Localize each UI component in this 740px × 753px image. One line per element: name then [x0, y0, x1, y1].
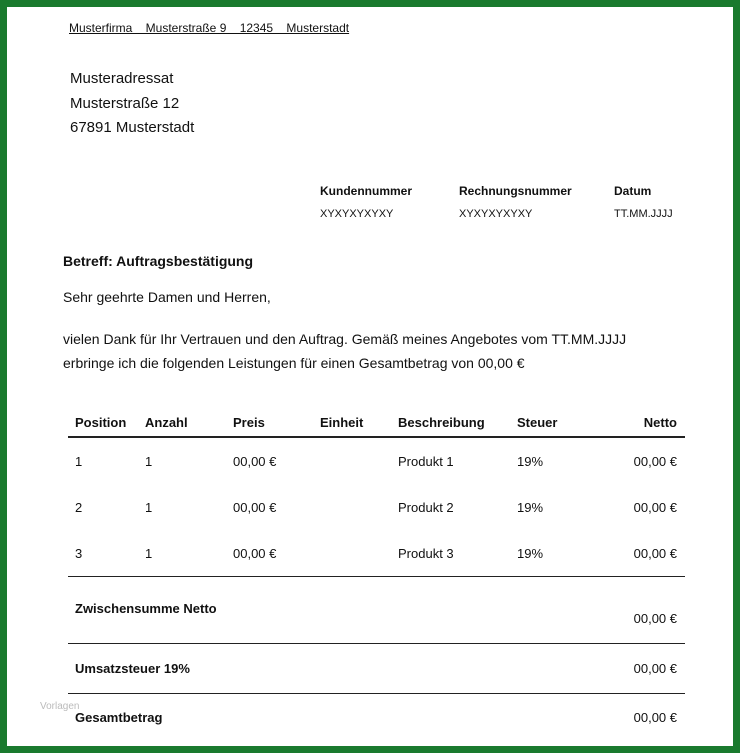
cell-price: 00,00 € [233, 454, 277, 469]
cell-price: 00,00 € [233, 546, 277, 561]
cell-quantity: 1 [145, 546, 153, 561]
document-page [7, 7, 733, 746]
cell-quantity: 1 [145, 454, 153, 469]
cell-position: 2 [75, 500, 83, 515]
total-row [68, 693, 685, 733]
date-label: Datum [614, 184, 652, 198]
header-quantity: Anzahl [145, 415, 188, 430]
recipient-address [70, 67, 194, 141]
subtotal-value: 00,00 € [633, 611, 677, 626]
subtotal-label: Zwischensumme Netto [75, 601, 217, 616]
body-text [63, 327, 703, 375]
body-line-2: erbringe ich die folgenden Leistungen für einen Gesamtbetrag von 00,00 € [63, 355, 525, 371]
date-block [614, 184, 673, 220]
cell-quantity: 1 [145, 500, 153, 515]
header-tax: Steuer [517, 415, 558, 430]
recipient-name: Musteradressat [70, 70, 174, 87]
subtotal-row [68, 576, 685, 643]
customer-number-label: Kundennummer [320, 184, 413, 198]
recipient-city: 67891 Musterstadt [70, 119, 195, 136]
cell-tax: 19% [517, 454, 544, 469]
total-value: 00,00 € [633, 710, 677, 725]
cell-description: Produkt 1 [398, 454, 454, 469]
cell-position: 1 [75, 454, 83, 469]
header-price: Preis [233, 415, 265, 430]
cell-tax: 19% [517, 546, 544, 561]
cell-net: 00,00 € [633, 500, 677, 515]
header-position: Position [75, 415, 127, 430]
items-table [68, 407, 685, 733]
table-row [68, 438, 685, 484]
invoice-number-block [459, 184, 572, 220]
vat-row [68, 643, 685, 693]
vat-label: Umsatzsteuer 19% [75, 661, 190, 676]
cell-description: Produkt 3 [398, 546, 454, 561]
cell-net: 00,00 € [633, 454, 677, 469]
recipient-street: Musterstraße 12 [70, 94, 180, 112]
cell-net: 00,00 € [633, 546, 677, 561]
invoice-number-value: XYXYXYXYXY [459, 208, 533, 220]
cell-price: 00,00 € [233, 500, 277, 515]
date-value: TT.MM.JJJJ [614, 208, 673, 220]
table-row [68, 530, 685, 576]
cell-description: Produkt 2 [398, 500, 454, 515]
sender-line: Musterfirma Musterstraße 9 12345 Musterstadt [69, 21, 350, 35]
total-label: Gesamtbetrag [75, 710, 163, 725]
body-line-1: vielen Dank für Ihr Vertrauen und den Auftrag. Gemäß meines Angebotes vom TT.MM.JJJJ [63, 331, 627, 347]
greeting: Sehr geehrte Damen und Herren, [63, 289, 271, 305]
cell-tax: 19% [517, 500, 544, 515]
table-header-row [68, 407, 685, 438]
customer-number-block [320, 184, 412, 220]
watermark-text: Vorlagen [40, 701, 80, 712]
customer-number-value: XYXYXYXYXY [320, 208, 394, 220]
table-row [68, 484, 685, 530]
subject-line: Betreff: Auftragsbestätigung [63, 253, 254, 269]
header-net: Netto [643, 415, 677, 430]
header-unit: Einheit [320, 415, 364, 430]
invoice-number-label: Rechnungsnummer [459, 184, 572, 198]
vat-value: 00,00 € [633, 661, 677, 676]
header-description: Beschreibung [398, 415, 485, 430]
cell-position: 3 [75, 546, 83, 561]
